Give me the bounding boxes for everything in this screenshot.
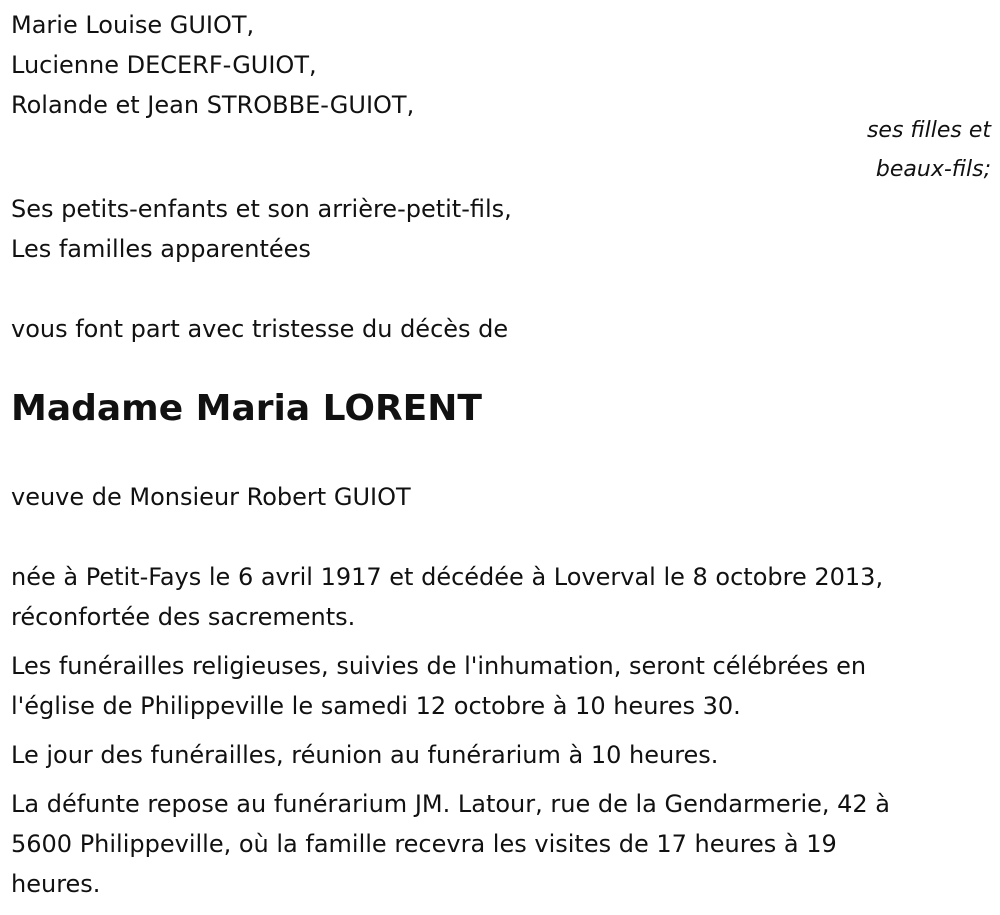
obituary-details xyxy=(11,557,991,913)
obituary-notice xyxy=(11,0,991,915)
birth-death-paragraph xyxy=(11,557,991,637)
family-member-1: Marie Louise GUIOT, xyxy=(11,11,255,39)
deceased-name: Madame Maria LORENT xyxy=(11,388,482,429)
funeral-line-1: Les funérailles religieuses, suivies de l'inhumation, seront célébrées en xyxy=(11,652,867,680)
family-relation-line-2: beaux-fils; xyxy=(875,157,991,182)
family-list xyxy=(11,5,414,125)
viewing-paragraph xyxy=(11,784,991,904)
viewing-line-1: La défunte repose au funérarium JM. Latour, rue de la Gendarmerie, 42 à xyxy=(11,790,891,818)
widow-of: veuve de Monsieur Robert GUIOT xyxy=(11,483,411,511)
family-relation-line-1: ses filles et xyxy=(866,118,991,143)
grandchildren-line: Ses petits-enfants et son arrière-petit-fils, xyxy=(11,195,512,223)
announcement-intro: vous font part avec tristesse du décès de xyxy=(11,315,509,343)
funeral-line-2: l'église de Philippeville le samedi 12 octobre à 10 heures 30. xyxy=(11,692,741,720)
viewing-line-2: 5600 Philippeville, où la famille recevra les visites de 17 heures à 19 xyxy=(11,830,837,858)
family-relation xyxy=(867,111,991,189)
family-member-3: Rolande et Jean STROBBE-GUIOT, xyxy=(11,91,415,119)
meeting-line-1: Le jour des funérailles, réunion au funérarium à 10 heures. xyxy=(11,741,719,769)
birth-death-line-1: née à Petit-Fays le 6 avril 1917 et décédée à Loverval le 8 octobre 2013, xyxy=(11,563,884,591)
family-member-2: Lucienne DECERF-GUIOT, xyxy=(11,51,317,79)
birth-death-line-2: réconfortée des sacrements. xyxy=(11,603,356,631)
funeral-paragraph xyxy=(11,646,991,726)
other-relatives xyxy=(11,189,512,269)
meeting-paragraph xyxy=(11,735,991,775)
viewing-line-3: heures. xyxy=(11,870,101,898)
related-families-line: Les familles apparentées xyxy=(11,235,311,263)
